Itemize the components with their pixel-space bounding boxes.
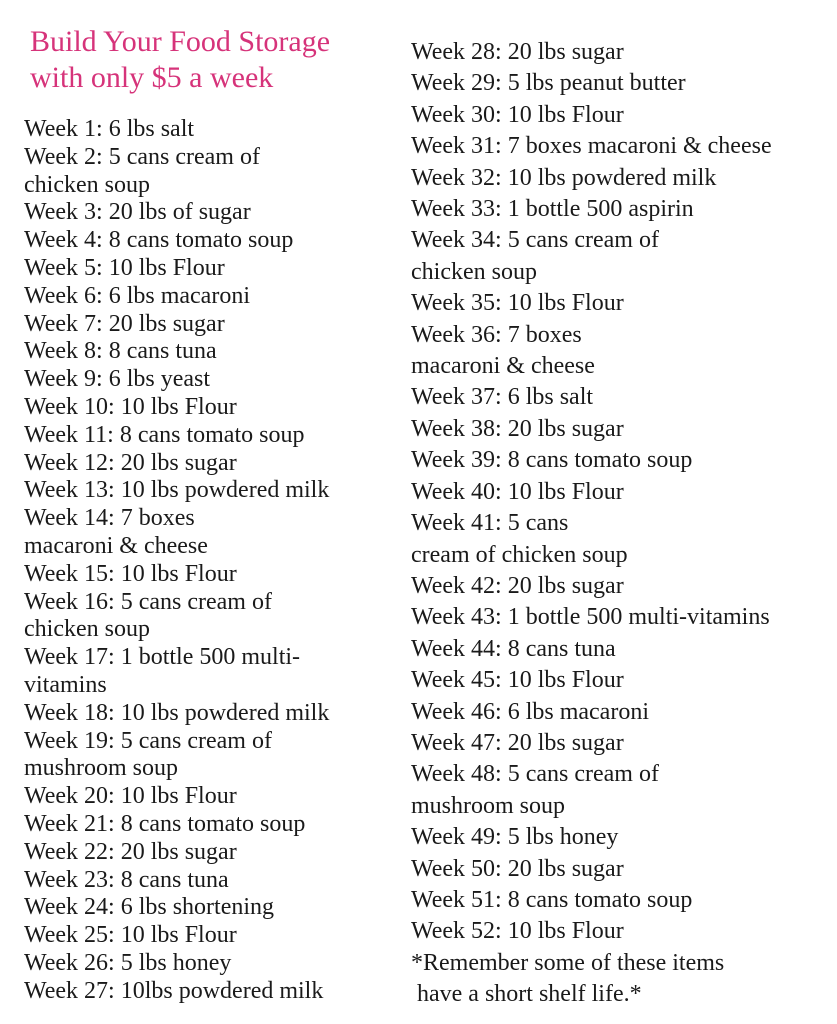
week-item-text: Week 17: 1 bottle 500 multi-: [24, 644, 301, 671]
week-item: [411, 885, 772, 916]
week-item: [411, 225, 772, 288]
week-item-text: Week 30: 10 lbs Flour: [411, 101, 624, 128]
week-list-left: [24, 116, 329, 1006]
week-item: [24, 227, 329, 255]
week-item-text: Week 47: 20 lbs sugar: [411, 729, 624, 756]
week-item-text: Week 14: 7 boxes: [24, 505, 195, 532]
note-text: have a short shelf life.*: [417, 981, 642, 1008]
week-item: [411, 68, 772, 99]
week-item: [24, 894, 329, 922]
week-item-text: Week 23: 8 cans tuna: [24, 866, 229, 893]
week-item-text: Week 52: 10 lbs Flour: [411, 918, 624, 945]
week-item-text: Week 24: 6 lbs shortening: [24, 894, 275, 921]
week-item-text: macaroni & cheese: [411, 353, 595, 380]
week-item-text: Week 41: 5 cans: [411, 510, 569, 537]
week-item-text: Week 39: 8 cans tomato soup: [411, 447, 693, 474]
week-item-text: Week 16: 5 cans cream of: [24, 588, 272, 615]
week-item: [411, 414, 772, 445]
week-item: [24, 283, 329, 311]
week-list-right: [411, 37, 772, 1011]
week-item-text: Week 25: 10 lbs Flour: [24, 922, 237, 949]
week-item-text: Week 44: 8 cans tuna: [411, 635, 616, 662]
week-item: [24, 366, 329, 394]
week-item: [411, 288, 772, 319]
week-item: [24, 505, 329, 561]
week-item: [24, 728, 329, 784]
week-item: [411, 665, 772, 696]
week-item-text: Week 48: 5 cans cream of: [411, 761, 659, 788]
week-item: [411, 571, 772, 602]
week-item-text: Week 12: 20 lbs sugar: [24, 449, 237, 476]
week-item: [24, 394, 329, 422]
week-item-text: Week 15: 10 lbs Flour: [24, 560, 237, 587]
week-item: [24, 700, 329, 728]
week-item-text: Week 35: 10 lbs Flour: [411, 290, 624, 317]
week-item: [411, 854, 772, 885]
week-item: [24, 116, 329, 144]
week-item-text: Week 21: 8 cans tomato soup: [24, 810, 306, 837]
week-item-text: Week 9: 6 lbs yeast: [24, 366, 211, 393]
week-item: [24, 811, 329, 839]
week-item-text: Week 5: 10 lbs Flour: [24, 254, 225, 281]
shelf-life-note: [411, 948, 772, 1011]
title-line-2: with only $5 a week: [30, 61, 274, 94]
week-item-text: Week 34: 5 cans cream of: [411, 227, 659, 254]
week-item: [24, 783, 329, 811]
week-item: [411, 697, 772, 728]
week-item-text: Week 3: 20 lbs of sugar: [24, 199, 251, 226]
week-item-text: Week 36: 7 boxes: [411, 321, 582, 348]
week-item-text: Week 2: 5 cans cream of: [24, 143, 260, 170]
week-item: [24, 338, 329, 366]
week-item: [24, 867, 329, 895]
week-item-text: Week 38: 20 lbs sugar: [411, 415, 624, 442]
week-item-text: Week 13: 10 lbs powdered milk: [24, 477, 330, 504]
week-item: [24, 922, 329, 950]
week-item: [24, 450, 329, 478]
week-item: [411, 100, 772, 131]
week-item-text: Week 43: 1 bottle 500 multi-vitamins: [411, 604, 770, 631]
week-item: [411, 728, 772, 759]
week-item-text: Week 33: 1 bottle 500 aspirin: [411, 196, 694, 223]
week-item-text: Week 7: 20 lbs sugar: [24, 310, 225, 337]
week-item-text: Week 37: 6 lbs salt: [411, 384, 594, 411]
week-item: [411, 194, 772, 225]
week-item-text: Week 8: 8 cans tuna: [24, 338, 217, 365]
week-item-text: Week 1: 6 lbs salt: [24, 116, 195, 142]
week-item: [24, 839, 329, 867]
week-item-text: mushroom soup: [24, 755, 179, 782]
week-item-text: Week 27: 10lbs powdered milk: [24, 977, 324, 1004]
week-item: [24, 199, 329, 227]
week-item: [24, 561, 329, 589]
week-item: [411, 634, 772, 665]
week-item: [24, 950, 329, 978]
week-item: [411, 508, 772, 571]
week-item: [411, 477, 772, 508]
week-item-text: Week 22: 20 lbs sugar: [24, 838, 237, 865]
week-item: [24, 422, 329, 450]
week-item: [24, 589, 329, 645]
week-item-text: Week 32: 10 lbs powdered milk: [411, 164, 717, 191]
week-item-text: Week 31: 7 boxes macaroni & cheese: [411, 133, 772, 160]
week-item-text: chicken soup: [411, 258, 537, 285]
week-item: [411, 916, 772, 947]
week-item-text: Week 6: 6 lbs macaroni: [24, 282, 250, 309]
week-item-text: Week 28: 20 lbs sugar: [411, 39, 624, 65]
week-item: [411, 131, 772, 162]
week-item-text: Week 10: 10 lbs Flour: [24, 393, 237, 420]
week-item-text: Week 42: 20 lbs sugar: [411, 572, 624, 599]
week-item-text: vitamins: [24, 671, 107, 698]
week-item-text: Week 20: 10 lbs Flour: [24, 783, 237, 810]
week-item: [411, 445, 772, 476]
week-item-text: Week 26: 5 lbs honey: [24, 949, 232, 976]
week-item-text: chicken soup: [24, 616, 150, 643]
week-item-text: macaroni & cheese: [24, 532, 208, 559]
week-item: [411, 320, 772, 383]
week-item: [411, 759, 772, 822]
week-item-text: Week 50: 20 lbs sugar: [411, 855, 624, 882]
week-item-text: chicken soup: [24, 171, 150, 198]
week-item: [411, 37, 772, 68]
week-item: [411, 163, 772, 194]
week-item-text: mushroom soup: [411, 792, 566, 819]
week-item-text: Week 11: 8 cans tomato soup: [24, 421, 305, 448]
week-item: [411, 382, 772, 413]
week-item: [24, 311, 329, 339]
week-item: [24, 978, 329, 1006]
week-item-text: Week 49: 5 lbs honey: [411, 824, 619, 851]
week-item-text: cream of chicken soup: [411, 541, 628, 568]
week-item-text: Week 29: 5 lbs peanut butter: [411, 70, 686, 97]
page-title: [30, 24, 330, 96]
week-item: [24, 477, 329, 505]
week-item-text: Week 18: 10 lbs powdered milk: [24, 699, 330, 726]
week-item-text: Week 46: 6 lbs macaroni: [411, 698, 649, 725]
week-item-text: Week 40: 10 lbs Flour: [411, 478, 624, 505]
week-item: [411, 822, 772, 853]
week-item: [411, 602, 772, 633]
week-item-text: Week 4: 8 cans tomato soup: [24, 227, 294, 254]
week-item: [24, 144, 329, 200]
week-item-text: Week 45: 10 lbs Flour: [411, 667, 624, 694]
title-line-1: Build Your Food Storage: [30, 25, 331, 58]
note-text: *Remember some of these items: [411, 949, 725, 976]
week-item-text: Week 51: 8 cans tomato soup: [411, 886, 693, 913]
week-item-text: Week 19: 5 cans cream of: [24, 727, 272, 754]
week-item: [24, 255, 329, 283]
week-item: [24, 644, 329, 700]
